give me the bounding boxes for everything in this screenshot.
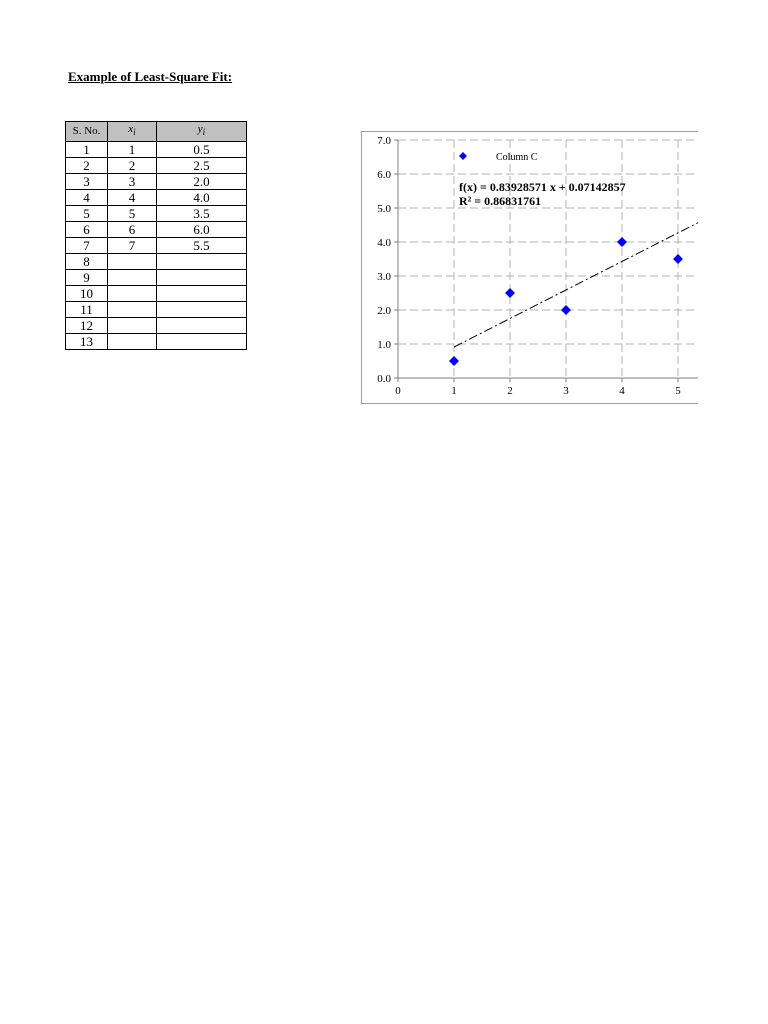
table-row — [66, 158, 247, 174]
cell-x: 7 — [108, 238, 157, 254]
table-row — [66, 318, 247, 334]
header-x — [108, 122, 157, 142]
cell-y — [157, 302, 247, 318]
y-tick-label: 7.0 — [377, 135, 391, 147]
cell-y — [157, 270, 247, 286]
cell-sno: 12 — [66, 318, 108, 334]
cell-y: 5.5 — [157, 238, 247, 254]
trendline-equation: f(x) = 0.83928571 x + 0.07142857 — [459, 180, 626, 194]
header-y-subscript: i — [202, 127, 206, 138]
cell-x — [108, 318, 157, 334]
header-sno: S. No. — [66, 122, 108, 142]
cell-x — [108, 286, 157, 302]
cell-y: 2.5 — [157, 158, 247, 174]
table-row — [66, 238, 247, 254]
chart-svg — [362, 132, 698, 403]
cell-y: 4.0 — [157, 190, 247, 206]
y-tick-label: 1.0 — [377, 339, 391, 351]
table-row — [66, 190, 247, 206]
y-tick-label: 6.0 — [377, 169, 391, 181]
header-y-label: y — [197, 123, 203, 136]
cell-sno: 5 — [66, 206, 108, 222]
page-title: Example of Least-Square Fit: — [68, 69, 233, 84]
data-table — [65, 121, 247, 350]
cell-x: 5 — [108, 206, 157, 222]
data-point — [673, 254, 683, 264]
header-y — [157, 122, 247, 142]
cell-x: 4 — [108, 190, 157, 206]
table-row — [66, 174, 247, 190]
scatter-chart — [361, 131, 698, 404]
cell-sno: 11 — [66, 302, 108, 318]
table-row — [66, 142, 247, 158]
data-point — [561, 305, 571, 315]
cell-sno: 10 — [66, 286, 108, 302]
cell-x: 3 — [108, 174, 157, 190]
cell-y: 2.0 — [157, 174, 247, 190]
cell-x — [108, 254, 157, 270]
table-row — [66, 334, 247, 350]
table-row — [66, 270, 247, 286]
data-point — [617, 237, 627, 247]
cell-x — [108, 334, 157, 350]
legend-label: Column C — [496, 152, 538, 163]
header-x-subscript: i — [133, 127, 136, 138]
x-tick-label: 5 — [675, 385, 681, 397]
y-tick-label: 0.0 — [377, 373, 391, 385]
data-point — [505, 288, 515, 298]
cell-x: 6 — [108, 222, 157, 238]
y-tick-label: 4.0 — [377, 237, 391, 249]
cell-y: 6.0 — [157, 222, 247, 238]
cell-y — [157, 318, 247, 334]
table-row — [66, 206, 247, 222]
legend-marker-icon — [459, 152, 467, 160]
cell-x: 2 — [108, 158, 157, 174]
data-point — [449, 356, 459, 366]
table-header-row — [66, 122, 247, 142]
y-tick-label: 3.0 — [377, 271, 391, 283]
cell-sno: 8 — [66, 254, 108, 270]
cell-y: 0.5 — [157, 142, 247, 158]
cell-sno: 2 — [66, 158, 108, 174]
header-x-label: x — [128, 123, 134, 136]
x-tick-label: 2 — [507, 385, 513, 397]
cell-x — [108, 302, 157, 318]
cell-x — [108, 270, 157, 286]
cell-sno: 1 — [66, 142, 108, 158]
cell-y: 3.5 — [157, 206, 247, 222]
table-row — [66, 254, 247, 270]
cell-sno: 4 — [66, 190, 108, 206]
cell-x: 1 — [108, 142, 157, 158]
trendline-r2: R² = 0.86831761 — [459, 194, 542, 208]
y-tick-label: 5.0 — [377, 203, 391, 215]
y-tick-label: 2.0 — [377, 305, 391, 317]
table-row — [66, 222, 247, 238]
cell-y — [157, 286, 247, 302]
cell-sno: 3 — [66, 174, 108, 190]
cell-sno: 6 — [66, 222, 108, 238]
x-tick-label: 3 — [563, 385, 569, 397]
table-row — [66, 286, 247, 302]
cell-y — [157, 334, 247, 350]
x-tick-label: 0 — [395, 385, 401, 397]
cell-sno: 9 — [66, 270, 108, 286]
x-tick-label: 4 — [619, 385, 625, 397]
table-row — [66, 302, 247, 318]
x-tick-label: 1 — [451, 385, 457, 397]
cell-y — [157, 254, 247, 270]
cell-sno: 13 — [66, 334, 108, 350]
cell-sno: 7 — [66, 238, 108, 254]
